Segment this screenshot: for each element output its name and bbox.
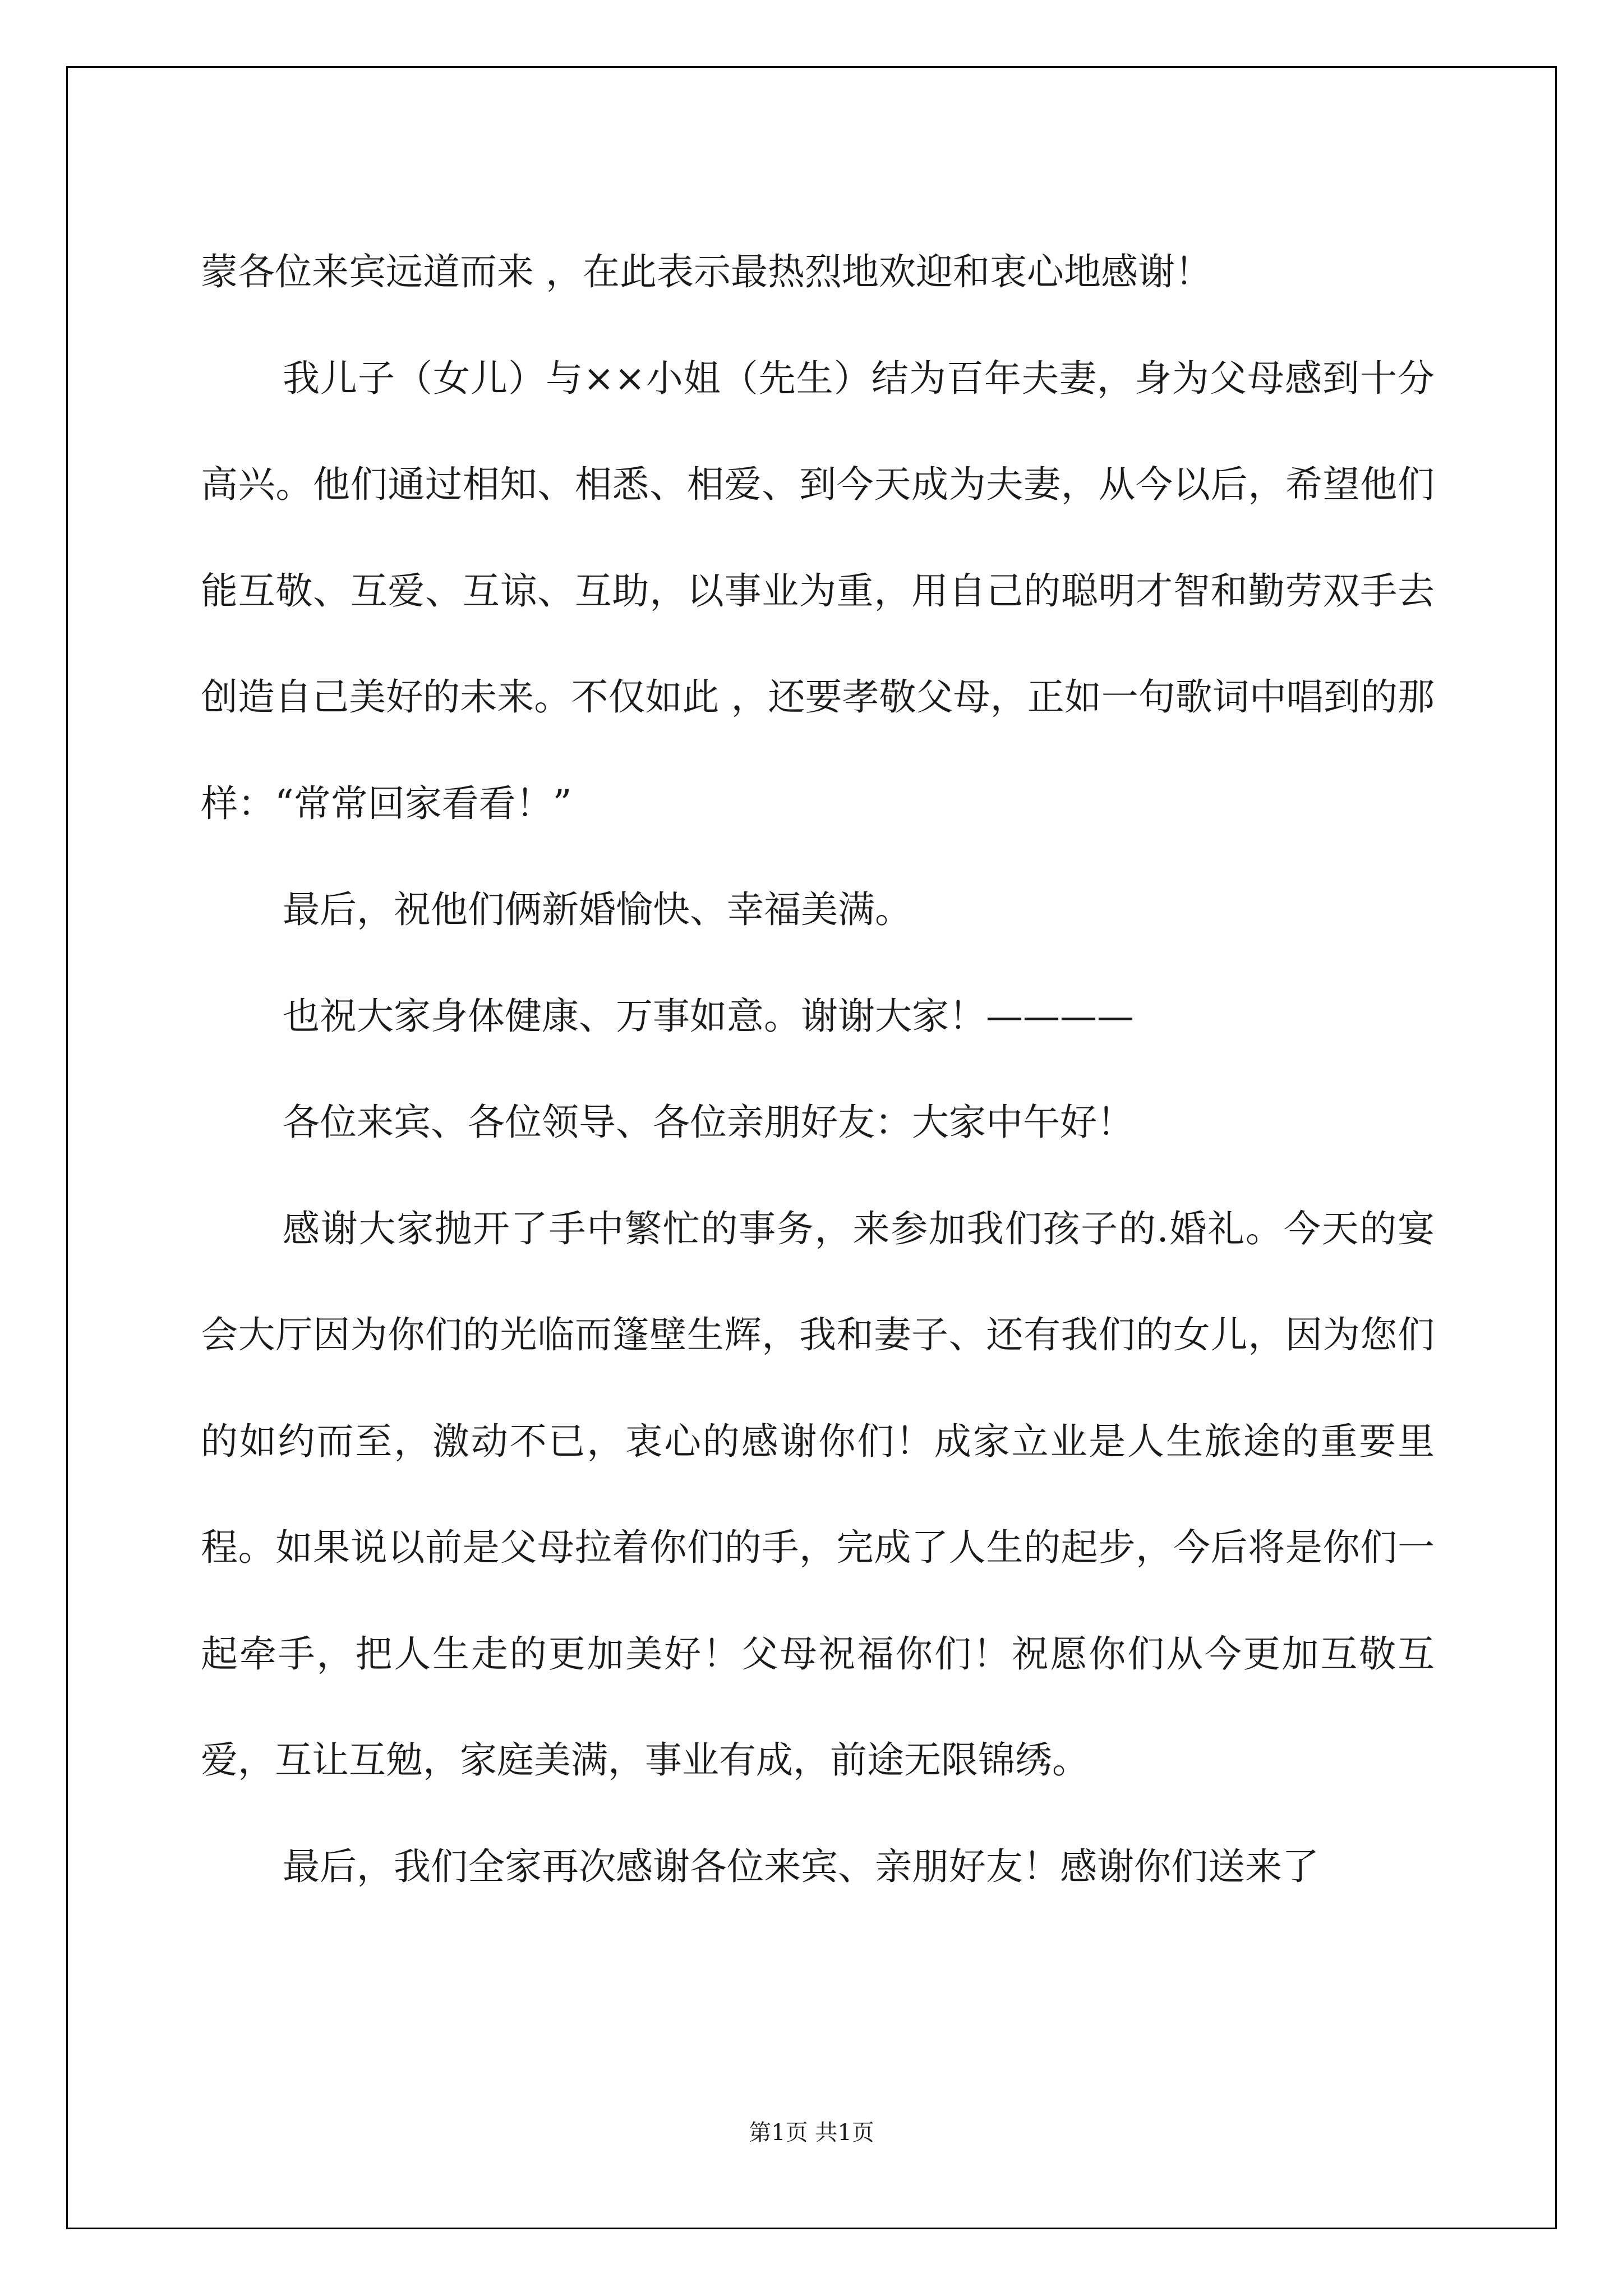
paragraph-7: 最后，我们全家再次感谢各位来宾、亲朋好友！感谢你们送来了 (283, 1844, 1319, 1888)
paragraph-4: 也祝大家身体健康、万事如意。谢谢大家！———— (283, 994, 1134, 1038)
paragraph-5: 各位来宾、各位领导、各位亲朋好友：大家中午好！ (283, 1101, 1134, 1144)
page-number-footer: 第1页 共1页 (749, 2120, 874, 2146)
paragraph-3: 最后，祝他们俩新婚愉快、幸福美满。 (283, 888, 912, 931)
document-body (201, 219, 1435, 1920)
paragraph-2: 我儿子（女儿）与××小姐（先生）结为百年夫妻，身为父母感到十分高兴。他们通过相知、相悉、相爱、到今天成为夫妻，从今以后，希望他们能互敬、互爱、互谅、互助，以事业为重，用自己的聪明才智和勤劳双手去创造自己美好的未来。不仅如此 ，还要孝敬父母，正如一句歌词中唱到的那样：“常常回家看看！” (201, 356, 1435, 825)
paragraph-1: 蒙各位来宾远道而来 ，在此表示最热烈地欢迎和衷心地感谢！ (201, 250, 1212, 293)
paragraph-6: 感谢大家抛开了手中繁忙的事务，来参加我们孩子的.婚礼。今天的宴会大厅因为你们的光临而篷壁生辉，我和妻子、还有我们的女儿，因为您们的如约而至，激动不已，衷心的感谢你们！成家立业是人生旅途的重要里程。如果说以前是父母拉着你们的手，完成了人生的起步，今后将是你们一起牵手，把人生走的更加美好！父母祝福你们！祝愿你们从今更加互敬互爱，互让互勉，家庭美满，事业有成，前途无限锦绣。 (201, 1207, 1435, 1782)
